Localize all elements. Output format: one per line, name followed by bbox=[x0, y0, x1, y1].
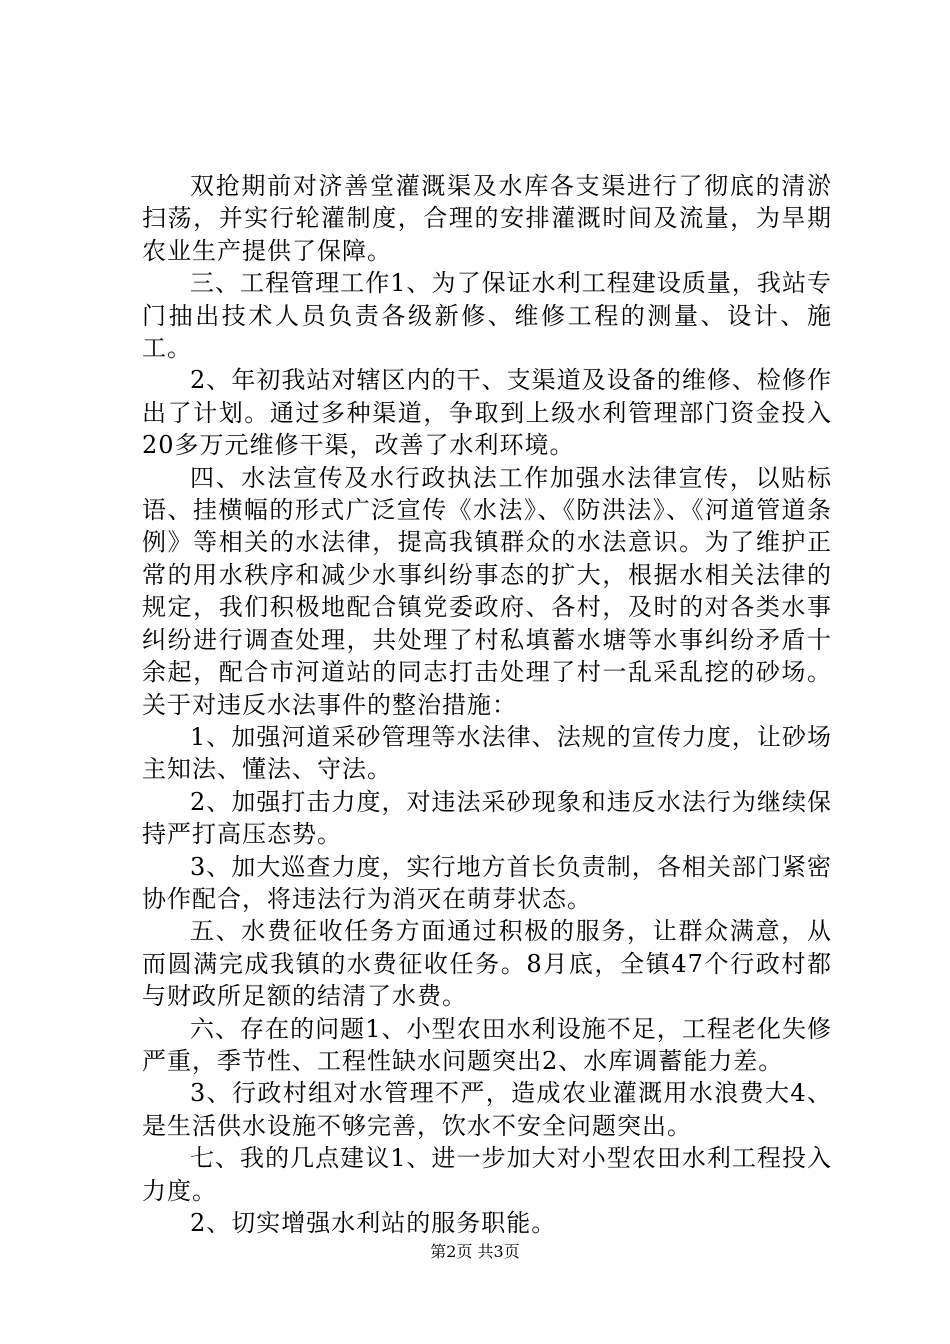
page-footer bbox=[0, 1242, 950, 1262]
paragraph-9: 六、存在的问题1、小型农田水利设施不足，工程老化失修严重，季节性、工程性缺水问题突出2、水库调蓄能力差。 bbox=[142, 1014, 832, 1075]
paragraph-2: 三、工程管理工作1、为了保证水利工程建设质量，我站专门抽出技术人员负责各级新修、维修工程的测量、设计、施工。 bbox=[142, 269, 832, 363]
page-number-label: 第2页 共3页 bbox=[430, 1242, 520, 1261]
paragraph-7: 3、加大巡查力度，实行地方首长负责制，各相关部门紧密协作配合，将违法行为消灭在萌芽状态。 bbox=[142, 852, 832, 913]
paragraph-6: 2、加强打击力度，对违法采砂现象和违反水法行为继续保持严打高压态势。 bbox=[142, 787, 832, 849]
document-body bbox=[142, 170, 832, 1239]
paragraph-8: 五、水费征收任务方面通过积极的服务，让群众满意，从而圆满完成我镇的水费征收任务。8月底，全镇47个行政村都与财政所足额的结清了水费。 bbox=[142, 917, 832, 1011]
paragraph-10: 3、行政村组对水管理不严，造成农业灌溉用水浪费大4、是生活供水设施不够完善，饮水不安全问题突出。 bbox=[142, 1079, 832, 1140]
paragraph-1: 双抢期前对济善堂灌溉渠及水库各支渠进行了彻底的清淤扫荡，并实行轮灌制度，合理的安排灌溉时间及流量，为旱期农业生产提供了保障。 bbox=[142, 172, 832, 265]
paragraph-4: 四、水法宣传及水行政执法工作加强水法律宣传，以贴标语、挂横幅的形式广泛宣传《水法》、《防洪法》、《河道管道条例》等相关的水法律，提高我镇群众的水法意识。为了维护正常的用水秩序和减少水事纠纷事态的扩大，根据水相关法律的规定，我们积极地配合镇党委政府、各村，及时的对各类水事纠纷进行调查处理，共处理了村私填蓄水塘等水事纠纷矛盾十余起，配合市河道站的同志打击处理了村一乱采乱挖的砂场。关于对违反水法事件的整治措施： bbox=[142, 463, 832, 719]
paragraph-3: 2、年初我站对辖区内的干、支渠道及设备的维修、检修作出了计划。通过多种渠道，争取到上级水利管理部门资金投入20多万元维修干渠，改善了水利环境。 bbox=[142, 366, 832, 460]
paragraph-12: 2、切实增强水利站的服务职能。 bbox=[190, 1209, 557, 1237]
paragraph-5: 1、加强河道采砂管理等水法律、法规的宣传力度，让砂场主知法、懂法、守法。 bbox=[142, 722, 832, 784]
paragraph-11: 七、我的几点建议1、进一步加大对小型农田水利工程投入力度。 bbox=[142, 1144, 832, 1205]
